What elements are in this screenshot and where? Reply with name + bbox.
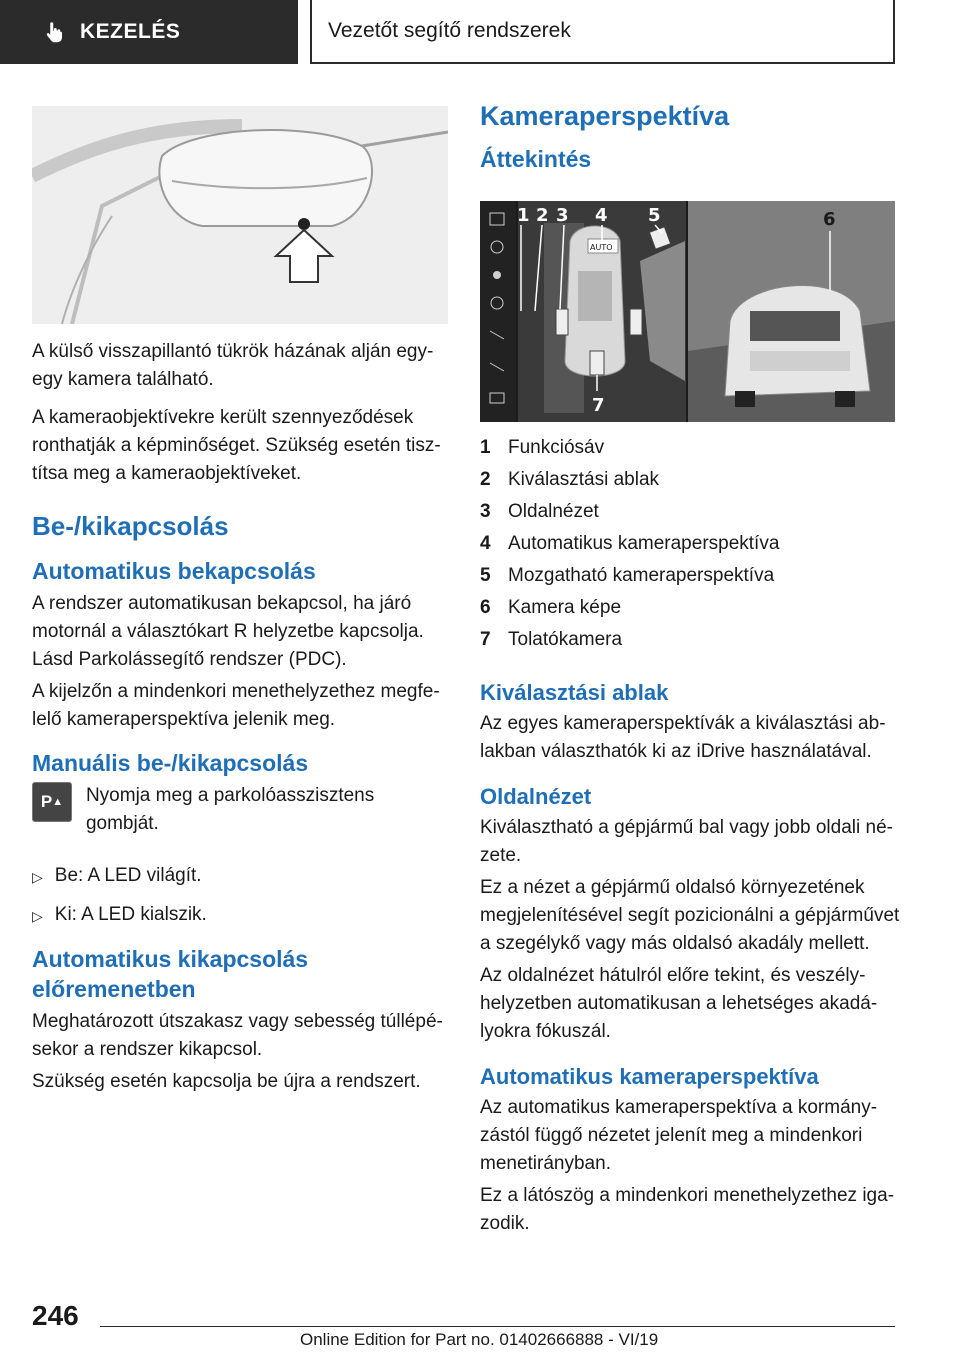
list-item: 3 Oldalnézet: [480, 501, 599, 522]
right-column: [480, 100, 900, 178]
heading-selection-window: Kiválasztási ablak: [480, 680, 669, 705]
auto-off-restart: Szükség esetén kapcsolja be újra a rendszert.: [32, 1071, 421, 1092]
auto-camera-text-2: Ez a látószög a mindenkori menethelyzethez igazodik.: [480, 1185, 895, 1234]
auto-camera-text-1: Az automatikus kameraperspektíva a kormányzástól függő nézetet jelenít meg a mindenkori menetirányban.: [480, 1097, 878, 1174]
list-item: 6 Kamera képe: [480, 597, 622, 618]
section-title: KEZELÉS: [80, 20, 181, 43]
heading-camera-perspective: Kameraperspektíva: [480, 101, 730, 131]
bullet-item: ▷ Be: A LED világít.: [32, 862, 452, 891]
mirror-camera-image: [32, 106, 448, 324]
auto-badge: AUTO: [590, 243, 613, 252]
heading-manual: Manuális be-/kikapcsolás: [32, 750, 309, 776]
callout-6: 6: [823, 209, 836, 230]
selection-text: Az egyes kameraperspektívák a kiválasztási ablakban választhatók ki az iDrive használatával.: [480, 713, 886, 762]
page-number: 246: [32, 1300, 79, 1331]
heading-side-view: Oldalnézet: [480, 784, 592, 809]
left-column: [32, 338, 452, 1106]
callout-5: 5: [648, 205, 661, 226]
list-item: 5 Mozgatható kameraperspektíva: [480, 565, 775, 586]
heading-on-off: Be-/kikapcsolás: [32, 511, 229, 541]
callout-1: 1: [517, 205, 530, 226]
triangle-bullet-icon: ▷: [32, 869, 43, 885]
callout-2: 2: [536, 205, 549, 226]
callout-3: 3: [556, 205, 569, 226]
hand-pointer-icon: [42, 19, 68, 45]
camera-display-image: [480, 201, 895, 422]
footer-divider: [100, 1326, 895, 1327]
callout-7: 7: [592, 395, 605, 416]
chapter-tab: [310, 0, 895, 64]
side-view-text-1: Kiválasztható a gépjármű bal vagy jobb oldali nézete.: [480, 817, 893, 866]
side-view-text-2: Ez a nézet a gépjármű oldalsó környezetének megjelenítésével segít pozicionálni a gépjárművet a szegélykő vagy más oldalsó akadály mellett.: [480, 877, 900, 954]
right-column-lower: [480, 432, 900, 1248]
auto-on-text: A rendszer automatikusan bekapcsol, ha járó motornál a választókart R helyzetbe kapcsolja. Lásd Parkolássegítő rendszer (PDC).: [32, 593, 424, 670]
edition-note: Online Edition for Part no. 01402666888 - VI/19: [300, 1330, 659, 1349]
section-tab: [0, 0, 298, 64]
triangle-bullet-icon: ▷: [32, 908, 43, 924]
heading-auto-off: Automatikus kikapcsolás előremenetben: [32, 946, 309, 1002]
heading-auto-on: Automatikus bekapcsolás: [32, 558, 316, 584]
callout-4: 4: [595, 205, 608, 226]
list-item: 4 Automatikus kameraperspektíva: [480, 533, 780, 554]
dirt-note: A kameraobjektívekre került szennyeződések ronthatják a képminőséget. Szükség esetén tisztítsa meg a kameraobjektíveket.: [32, 407, 441, 484]
mirror-caption: A külső visszapillantó tükrök házának alján egy-egy kamera található.: [32, 341, 434, 390]
list-item: 2 Kiválasztási ablak: [480, 469, 660, 490]
legend-list: [480, 432, 900, 656]
heading-auto-camera: Automatikus kameraperspektíva: [480, 1064, 819, 1089]
list-item: 7 Tolatókamera: [480, 629, 623, 650]
side-view-text-3: Az oldalnézet hátulról előre tekint, és veszélyhelyzetben automatikusan a lehetséges akadályokra fókuszál.: [480, 965, 878, 1042]
led-bullets: [32, 862, 452, 930]
heading-overview: Áttekintés: [480, 146, 592, 172]
parking-assist-button-icon: P ▲: [32, 782, 72, 822]
auto-off-text: Meghatározott útszakasz vagy sebesség túllépésekor a rendszer kikapcsol.: [32, 1011, 443, 1060]
chapter-title: Vezetőt segítő rendszerek: [328, 19, 571, 42]
auto-on-display: A kijelzőn a mindenkori menethelyzethez megfelelő kameraperspektíva jelenik meg.: [32, 681, 440, 730]
manual-instruction: [32, 782, 452, 838]
bullet-item: ▷ Ki: A LED kialszik.: [32, 901, 452, 930]
list-item: 1 Funkciósáv: [480, 437, 605, 458]
manual-text: Nyomja meg a parkolóasszisztens gombját.: [85, 785, 375, 834]
